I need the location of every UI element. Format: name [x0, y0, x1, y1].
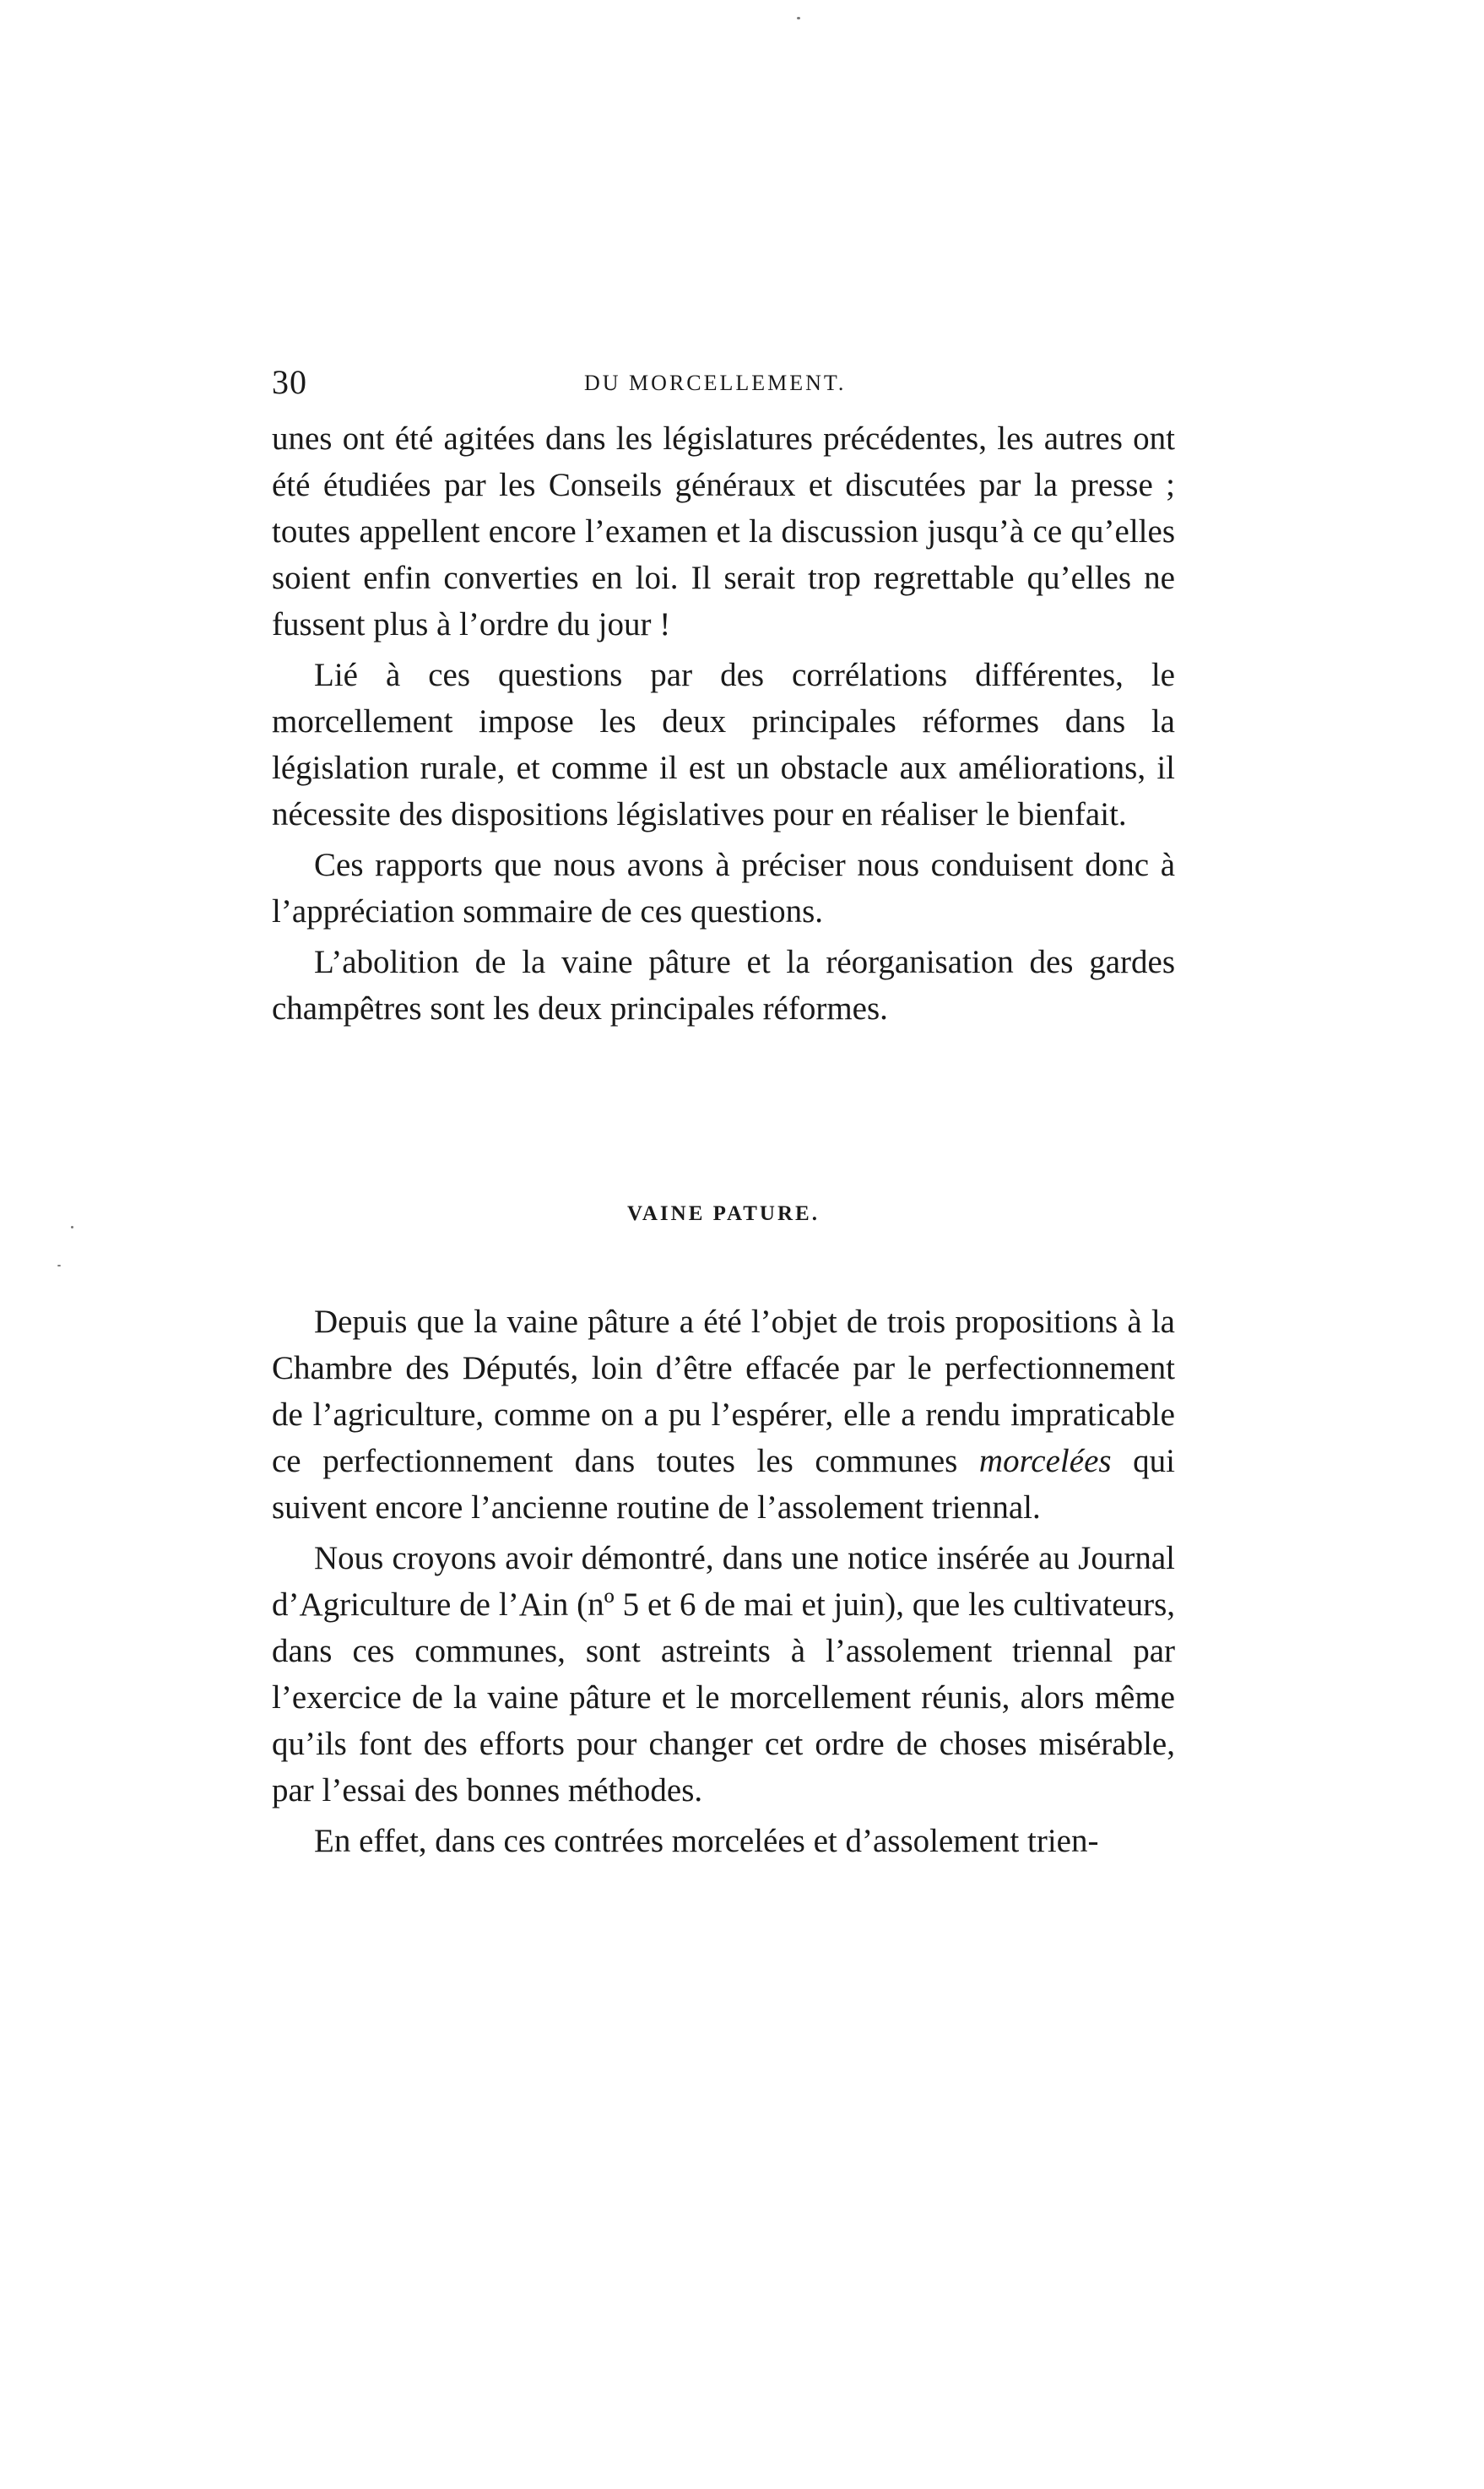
running-head [272, 361, 1175, 404]
body-text [272, 415, 1175, 1032]
section-heading: VAINE PATURE. [627, 1202, 820, 1225]
section-text [272, 1299, 1175, 1864]
paragraph: Ces rapports que nous avons à préciser nous conduisent donc à l’appréciation sommaire de ces questions. [272, 847, 1175, 930]
paper-speck [57, 1265, 61, 1266]
paragraph-text: qui suivent encore l’ancienne routine de l’assolement triennal. [272, 1443, 1175, 1526]
paragraph [272, 1299, 1175, 1531]
paper-speck [71, 1226, 73, 1228]
paragraph: Nous croyons avoir démontré, dans une notice insérée au Journal d’Agriculture de l’Ain (nº 5 et 6 de mai et juin), que les cultivateurs, dans ces communes, sont astreints à l’assolement triennal par l’exercice de la vaine pâture et le morcellement réunis, alors même qu’ils font des efforts pour changer cet ordre de choses misérable, par l’essai des bonnes méthodes. [272, 1540, 1175, 1808]
section-heading-wrap [272, 1197, 1175, 1231]
page-number: 30 [272, 363, 307, 401]
paragraph: En effet, dans ces contrées morcelées et d’assolement trien- [314, 1823, 1099, 1859]
running-title: DU MORCELLEMENT. [584, 371, 847, 395]
paragraph: L’abolition de la vaine pâture et la réorganisation des gardes champêtres sont les deux principales réformes. [272, 944, 1175, 1027]
paragraph-continued: unes ont été agitées dans les législatures précédentes, les autres ont été étudiées par les Conseils généraux et discutées par la presse ; toutes appellent encore l’examen et la discussion jusqu’à ce qu’elles soient enfin converties en loi. Il serait trop regrettable qu’elles ne fussent plus à l’ordre du jour ! [272, 420, 1175, 643]
paper-speck [797, 17, 800, 19]
paragraph: Lié à ces questions par des corrélations différentes, le morcellement impose les deux principales réformes dans la législation rurale, et comme il est un obstacle aux améliorations, il nécessite des dispositions législatives pour en réaliser le bienfait. [272, 657, 1175, 832]
italic-term: morcelées [978, 1443, 1112, 1479]
paragraph-text: Depuis que la vaine pâture a été l’objet de trois propositions à la Chambre des Députés, loin d’être effacée par le perfectionnement de l’agriculture, comme on a pu l’espérer, elle a rendu impraticable ce perfectionnement dans toutes les communes [272, 1304, 1175, 1479]
